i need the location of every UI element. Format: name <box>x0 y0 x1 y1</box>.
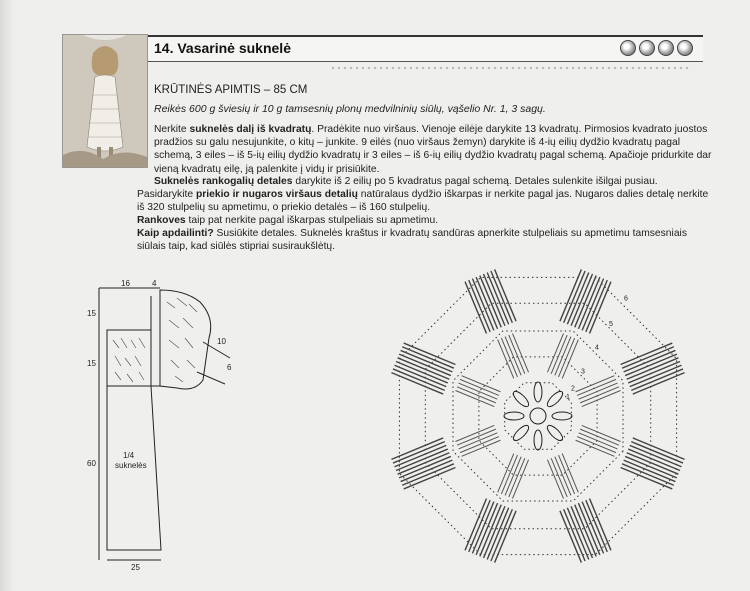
instructions-cuffs <box>154 175 714 188</box>
p4-body: taip pat nerkite pagal iškarpas stulpeliais su apmetimu. <box>185 215 439 226</box>
motif-spoke <box>465 451 536 563</box>
difficulty-rating <box>620 40 693 56</box>
motif-ring <box>479 357 597 475</box>
yarn-ball-icon <box>639 40 655 56</box>
motif-spoke <box>391 343 503 414</box>
dim-25: 25 <box>131 563 140 570</box>
p3-lead: Pasidarykite <box>137 189 196 200</box>
motif-leaf <box>545 389 565 409</box>
motif-leaf <box>511 423 531 443</box>
p5-heading: Kaip apdailinti? <box>137 228 214 239</box>
dim-6: 6 <box>227 363 232 372</box>
p1-lead: Nerkite <box>154 124 190 135</box>
motif-leaf <box>545 423 565 443</box>
dim-15-bottom: 15 <box>87 359 96 368</box>
dim-60: 60 <box>87 459 96 468</box>
motif-spoke <box>540 451 611 563</box>
p2-heading: Suknelės rankogalių detales <box>154 176 293 187</box>
p3-heading: priekio ir nugaros viršaus detalių <box>195 189 358 200</box>
p2-body: darykite iš 2 eilių po 5 kvadratus pagal schemą. Detales sulenkite išilgai pusiau. <box>292 176 658 187</box>
motif-ring <box>505 383 572 450</box>
motif-round-number: 2 <box>571 385 575 393</box>
motif-round-number: 1 <box>566 394 570 401</box>
motif-spoke <box>573 418 685 489</box>
yarn-ball-icon <box>677 40 693 56</box>
motif-round-number: 4 <box>595 344 599 352</box>
motif-round-number: 3 <box>581 368 585 376</box>
instructions-squares <box>154 123 714 176</box>
dim-10: 10 <box>217 337 226 346</box>
model-photo <box>62 34 148 168</box>
materials-text: Reikės 600 g šviesių ir 10 g tamsesnių plonų medvilninių siūlų, vąšelio Nr. 1, 3 sagų. <box>154 103 546 115</box>
dress-schematic <box>85 280 245 570</box>
motif-spoke <box>540 269 611 381</box>
schematic-label-line1: 1/4 <box>123 451 135 460</box>
cuff-piece <box>107 330 151 386</box>
title-bar <box>148 35 703 62</box>
p3-body: natūralaus dydžio iškarpas ir nerkite pagal jas. Nugaros dalies detalę nerkite iš 320 stulpelių su apmetimu, o priekio detalės – iš 160 stulpelių. <box>137 189 709 214</box>
model-figure-illustration <box>63 35 147 167</box>
motif-round-number: 6 <box>624 295 628 303</box>
motif-spoke <box>391 418 503 489</box>
motif-leaf <box>504 412 524 420</box>
lace-hatching <box>113 298 197 382</box>
motif-round-number: 5 <box>609 320 613 328</box>
dotted-rule <box>330 66 690 70</box>
chest-size: KRŪTINĖS APIMTIS – 85 CM <box>154 84 308 96</box>
page-title: 14. Vasarinė suknelė <box>154 40 291 56</box>
motif-spoke <box>573 343 685 414</box>
motif-leaf <box>552 412 572 420</box>
motif-leaf <box>511 389 531 409</box>
dim-4: 4 <box>152 280 157 288</box>
motif-leaf <box>534 382 542 402</box>
motif-ring <box>399 277 676 554</box>
dim-16: 16 <box>121 280 130 288</box>
motif-spoke <box>465 269 536 381</box>
p1-body: . Pradėkite nuo viršaus. Vienoje eilėje darykite 13 kvadratų. Pirmosios kvadrato juostos pradžios su galu nesujunkite, o kitų – junkite. 9 eilės (nuo viršaus žemyn) darykite iš 4-ių eilių dydžio kvadratų pagal schemą, 3 eiles – iš 5-ių eilių dydžio kvadratų ir 3 eiles – iš 6-ių eilių dydžio kvadratų pagal schemą. Apačioje pridurkite dar vieną kvadratų eilę, ją palenkite į vidų ir prisiūkite. <box>154 124 712 175</box>
p4-heading: Rankoves <box>137 215 186 226</box>
motif-ring <box>425 303 650 528</box>
schematic-label-line2: suknelės <box>115 461 147 470</box>
yarn-ball-icon <box>658 40 674 56</box>
p1-heading: suknelės dalį iš kvadratų <box>189 124 312 135</box>
motif-leaf <box>534 430 542 450</box>
dim-15-top: 15 <box>87 309 96 318</box>
instructions-finishing <box>137 227 712 253</box>
p5-body: Susiūkite detales. Suknelės kraštus ir kvadratų sandūras apnerkite stulpeliais su apmetimu tamsesniais siūlais taip, kad siūlės stipriai susiraukšlėtų. <box>137 228 687 253</box>
motif-center-ring <box>530 408 546 424</box>
crochet-motif-chart <box>378 256 698 581</box>
page-edge <box>0 0 14 591</box>
yarn-ball-icon <box>620 40 636 56</box>
instructions-sleeves <box>137 214 712 227</box>
instructions-front-back <box>137 188 712 214</box>
